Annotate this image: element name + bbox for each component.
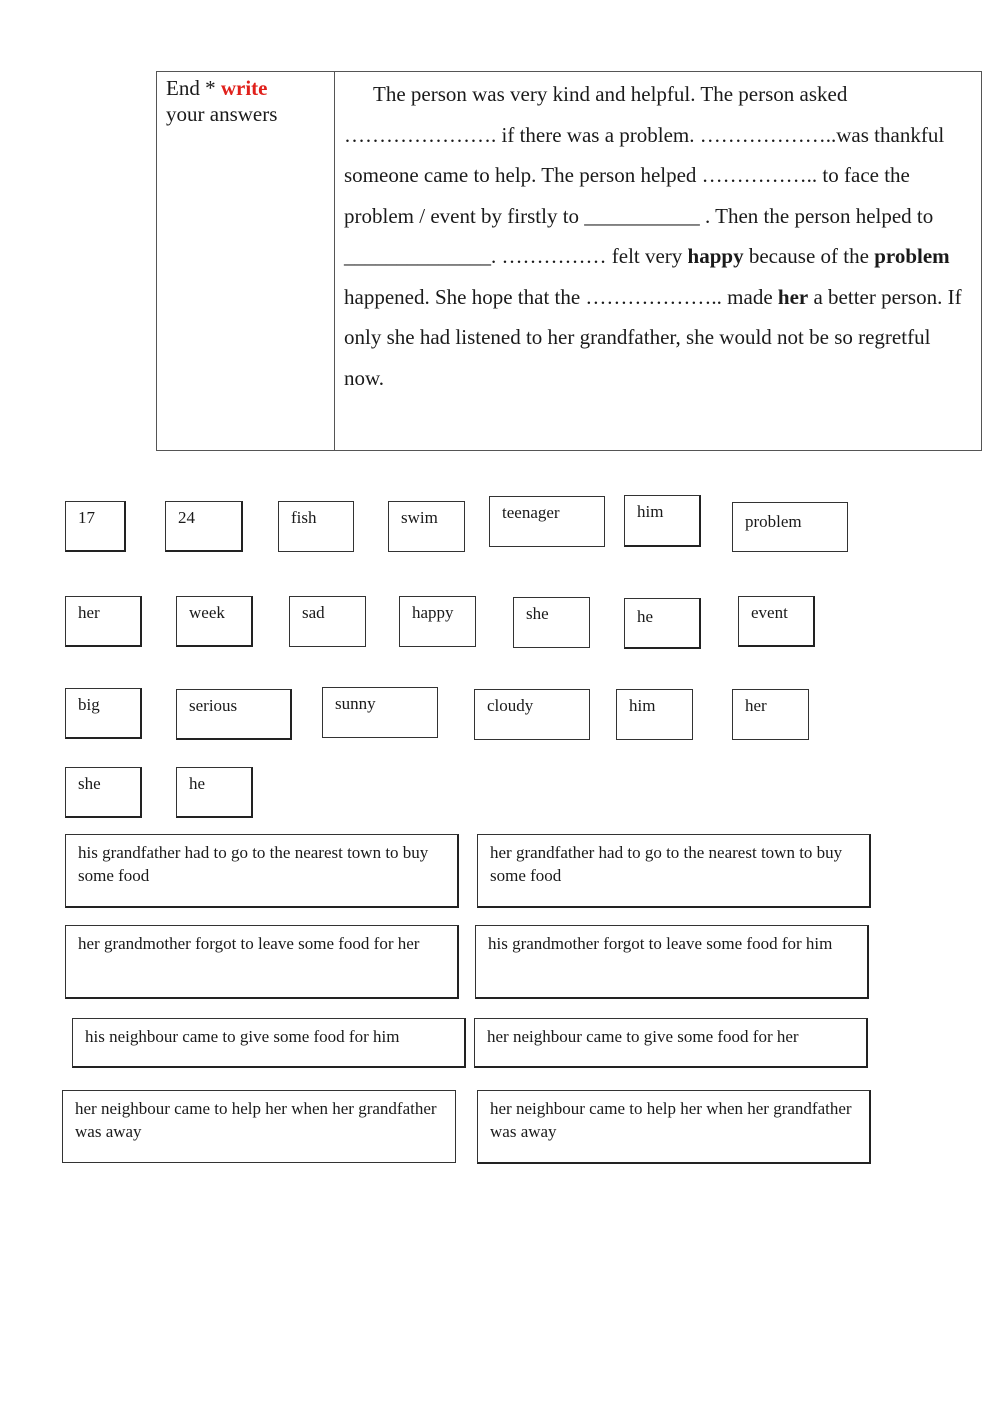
word-tile[interactable]: teenager <box>489 496 605 547</box>
story-text-4: happened. She hope that the ……………….. made <box>344 284 778 309</box>
word-tile[interactable]: sad <box>289 596 366 647</box>
instruction-label-end: your answers <box>166 102 278 126</box>
story-text-3: because of the <box>743 244 875 268</box>
instruction-write-word: write <box>220 76 268 100</box>
story-bold-her: her <box>777 284 809 309</box>
phrase-card[interactable]: her neighbour came to help her when her grandfather was away <box>62 1090 456 1163</box>
word-tile[interactable]: he <box>176 767 253 818</box>
instruction-label-start: End * <box>166 76 221 100</box>
phrase-card[interactable]: his grandfather had to go to the nearest town to buy some food <box>65 834 459 908</box>
word-tile[interactable]: fish <box>278 501 354 552</box>
story-bold-problem: problem <box>874 244 950 268</box>
word-tile[interactable]: event <box>738 596 815 647</box>
phrase-card[interactable]: her grandfather had to go to the nearest town to buy some food <box>477 834 871 908</box>
word-tile[interactable]: serious <box>176 689 292 740</box>
word-tile[interactable]: she <box>513 597 590 648</box>
word-tile[interactable]: swim <box>388 501 465 552</box>
word-tile[interactable]: he <box>624 598 701 649</box>
word-tile[interactable]: cloudy <box>474 689 590 740</box>
phrase-card[interactable]: her grandmother forgot to leave some food for her <box>65 925 459 999</box>
story-text-2: …………………. if there was a problem. ………………..was thankful someone came to help. The person helped …………….. to face the problem / event by firstly to ___________ . Then the person helped to ______________. …………… felt very <box>344 122 945 268</box>
story-table <box>156 71 982 451</box>
word-tile[interactable]: him <box>616 689 693 740</box>
word-tile[interactable]: her <box>65 596 142 647</box>
word-tile[interactable]: him <box>624 495 701 547</box>
word-tile[interactable]: 24 <box>165 501 243 552</box>
word-tile[interactable]: 17 <box>65 501 126 552</box>
phrase-card[interactable]: her neighbour came to give some food for her <box>474 1018 868 1068</box>
story-text-5: a better person. If only she had listened to her grandfather, she would not be so regretful now. <box>344 284 962 390</box>
instruction-cell <box>157 72 335 450</box>
word-tile[interactable]: she <box>65 767 142 818</box>
phrase-card[interactable]: his grandmother forgot to leave some food for him <box>475 925 869 999</box>
word-tile[interactable]: her <box>732 689 809 740</box>
phrase-card[interactable]: her neighbour came to help her when her grandfather was away <box>477 1090 871 1164</box>
word-tile[interactable]: happy <box>399 596 476 647</box>
story-bold-happy: happy <box>687 244 744 268</box>
word-tile[interactable]: week <box>176 596 253 647</box>
word-tile[interactable]: problem <box>732 502 848 552</box>
story-paragraph <box>335 72 981 450</box>
phrase-card[interactable]: his neighbour came to give some food for him <box>72 1018 466 1068</box>
word-tile[interactable]: sunny <box>322 687 438 738</box>
word-tile[interactable]: big <box>65 688 142 739</box>
story-text-1: The person was very kind and helpful. The person asked <box>373 82 848 106</box>
